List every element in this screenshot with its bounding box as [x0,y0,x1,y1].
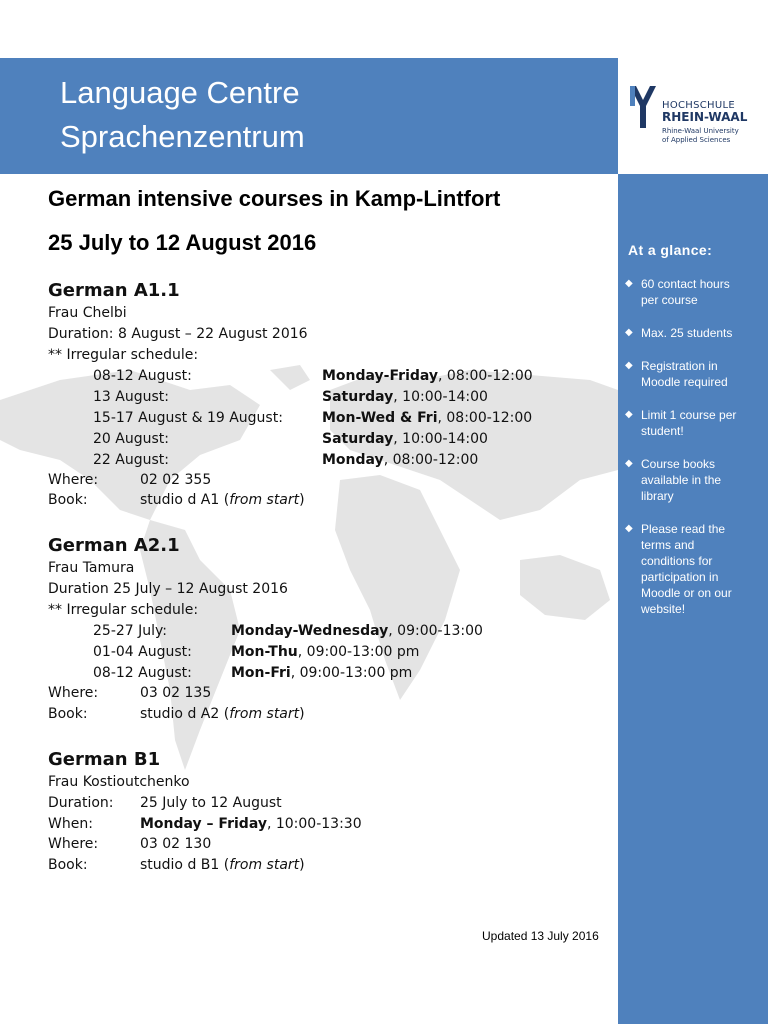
a11-book-value [140,492,305,508]
a11-schedule-days: Monday-Friday [322,368,439,384]
sidebar-list-item [618,276,746,308]
a21-schedule-days: Mon-Fri [231,665,291,681]
diamond-bullet-icon: ◆ [625,327,633,338]
diamond-bullet-icon: ◆ [625,278,633,289]
a11-schedule-hours: , 08:00-12:00 [383,452,479,468]
b1-when-value [140,816,362,832]
a21-duration: Duration 25 July – 12 August 2016 [48,581,288,597]
sidebar-list-item [618,358,746,390]
a11-schedule-hours: , 10:00-14:00 [393,431,488,447]
page-date-range: 25 July to 12 August 2016 [48,230,317,255]
sidebar-list-item [618,325,746,341]
a21-schedule-days: Monday-Wednesday [231,623,389,639]
a21-book-close: ) [299,706,305,722]
sidebar-list-item [618,521,746,617]
a11-schedule-time [322,410,532,426]
a11-schedule-days: Monday [322,452,384,468]
logo-subtitle-1: Rhine-Waal University [662,127,739,135]
a21-schedule-date: 08-12 August: [93,665,192,681]
diamond-bullet-icon: ◆ [625,360,633,371]
a11-schedule-time [322,431,488,447]
a11-book-note: from start [229,492,300,508]
a11-schedule-date: 13 August: [93,389,169,405]
b1-book-title: studio d B1 ( [140,857,230,873]
a21-schedule-hours: , 09:00-13:00 [388,623,483,639]
header-title-english: Language Centre [60,75,300,110]
b1-where-label: Where: [48,836,99,852]
a11-teacher: Frau Chelbi [48,305,127,321]
b1-book-note: from start [229,857,300,873]
a11-irregular-label: ** Irregular schedule: [48,347,199,363]
a11-schedule-hours: , 08:00-12:00 [437,410,533,426]
section-heading-a11: German A1.1 [48,280,180,301]
sidebar-item-text: Course books available in the library [641,457,722,503]
logo-subtitle [662,127,739,145]
at-a-glance-sidebar [618,174,768,1024]
updated-date: Updated 13 July 2016 [482,929,599,943]
sidebar-list-item [618,456,746,504]
a11-schedule-days: Mon-Wed & Fri [322,410,438,426]
a11-where-value: 02 02 355 [140,472,212,488]
a11-book-label: Book: [48,492,88,508]
a21-book-note: from start [229,706,300,722]
a11-schedule-time [322,389,488,405]
header-banner [0,58,618,174]
a21-schedule-date: 25-27 July: [93,623,168,639]
a21-irregular-label: ** Irregular schedule: [48,602,199,618]
university-logo [618,58,768,174]
a11-schedule-date: 15-17 August & 19 August: [93,410,283,426]
a11-schedule-date: 08-12 August: [93,368,192,384]
a11-schedule-time [322,452,478,468]
a11-schedule-hours: , 10:00-14:00 [393,389,488,405]
sidebar-item-text: 60 contact hours per course [641,277,730,307]
a21-schedule-date: 01-04 August: [93,644,192,660]
diamond-bullet-icon: ◆ [625,458,633,469]
b1-book-close: ) [299,857,305,873]
a11-duration: Duration: 8 August – 22 August 2016 [48,326,308,342]
a11-book-close: ) [299,492,305,508]
logo-subtitle-2: of Applied Sciences [662,136,731,144]
a21-schedule-time [231,665,412,681]
a21-teacher: Frau Tamura [48,560,135,576]
sidebar-list [618,276,768,634]
a21-schedule-days: Mon-Thu [231,644,298,660]
a11-schedule-date: 20 August: [93,431,169,447]
diamond-bullet-icon: ◆ [625,409,633,420]
b1-book-label: Book: [48,857,88,873]
sidebar-heading: At a glance: [628,242,713,258]
logo-hochschule: HOCHSCHULE [662,100,735,111]
a11-schedule-date: 22 August: [93,452,169,468]
a21-book-label: Book: [48,706,88,722]
b1-where-value: 03 02 130 [140,836,212,852]
sidebar-list-item [618,407,746,439]
diamond-bullet-icon: ◆ [625,523,633,534]
a21-schedule-time [231,644,419,660]
sidebar-item-text: Limit 1 course per student! [641,408,737,438]
section-heading-a21: German A2.1 [48,535,180,556]
b1-duration-value: 25 July to 12 August [140,795,282,811]
sidebar-item-text: Max. 25 students [641,326,733,340]
a11-schedule-hours: , 08:00-12:00 [438,368,533,384]
section-heading-b1: German B1 [48,749,161,770]
a21-where-value: 03 02 135 [140,685,212,701]
b1-book-value [140,857,305,873]
a11-where-label: Where: [48,472,99,488]
a11-schedule-days: Saturday [322,431,394,447]
a21-book-value [140,706,305,722]
logo-rhein-waal: RHEIN-WAAL [662,110,748,124]
sidebar-item-text: Registration in Moodle required [641,359,728,389]
a11-schedule-time [322,368,533,384]
page-title: German intensive courses in Kamp-Lintfort [48,186,501,211]
a11-book-title: studio d A1 ( [140,492,230,508]
b1-when-label: When: [48,816,93,832]
a21-schedule-hours: , 09:00-13:00 pm [297,644,420,660]
a21-where-label: Where: [48,685,99,701]
b1-duration-label: Duration: [48,795,114,811]
b1-teacher: Frau Kostioutchenko [48,774,190,790]
sidebar-item-text: Please read the terms and conditions for participation in Moodle or on our website! [641,522,732,616]
a21-book-title: studio d A2 ( [140,706,230,722]
a21-schedule-hours: , 09:00-13:00 pm [290,665,413,681]
header-title-german: Sprachenzentrum [60,119,305,154]
b1-when-days: Monday – Friday [140,816,267,832]
a21-schedule-time [231,623,483,639]
hsrw-y-logo-icon [628,84,658,130]
a11-schedule-days: Saturday [322,389,394,405]
b1-when-time: , 10:00-13:30 [266,816,362,832]
